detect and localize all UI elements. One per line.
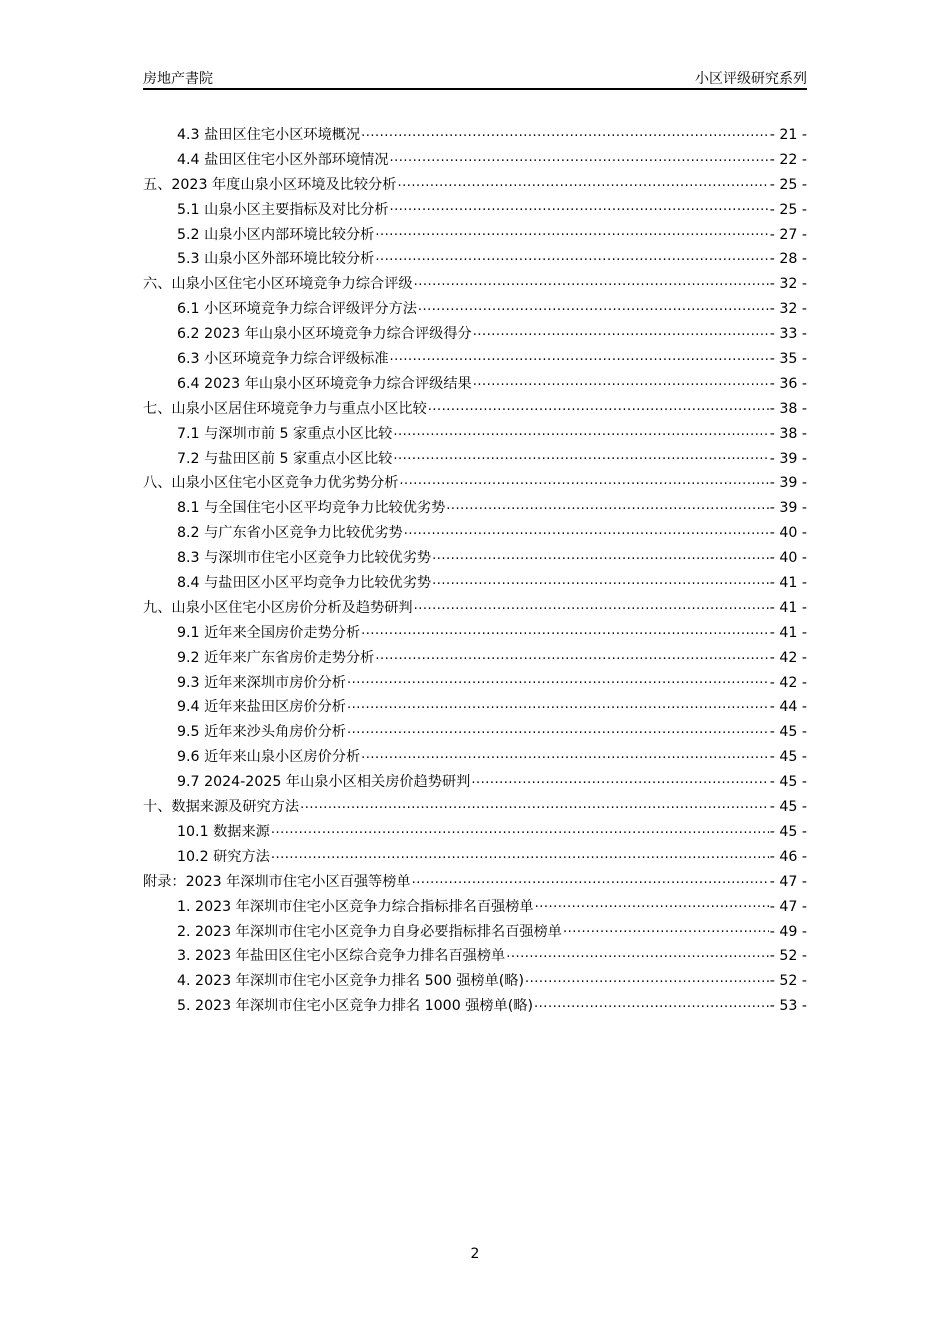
toc-entry-page: - 25 - bbox=[769, 176, 807, 193]
toc-leader-dots bbox=[525, 971, 769, 985]
toc-leader-dots bbox=[399, 473, 768, 487]
toc-entry[interactable] bbox=[143, 771, 807, 796]
toc-entry[interactable] bbox=[143, 124, 807, 149]
toc-entry-page: - 39 - bbox=[769, 450, 807, 467]
toc-entry[interactable] bbox=[143, 423, 807, 448]
toc-entry-title: 6.2 2023 年山泉小区环境竞争力综合评级得分 bbox=[177, 326, 472, 343]
toc-entry-title: 8.2 与广东省小区竞争力比较优劣势 bbox=[177, 525, 403, 542]
toc-leader-dots bbox=[347, 697, 769, 711]
toc-entry-page: - 45 - bbox=[769, 799, 807, 816]
toc-entry-page: - 38 - bbox=[769, 425, 807, 442]
toc-entry-page: - 41 - bbox=[769, 599, 807, 616]
toc-entry-page: - 33 - bbox=[769, 326, 807, 343]
toc-leader-dots bbox=[300, 797, 769, 811]
toc-entry-title: 9.7 2024-2025 年山泉小区相关房价趋势研判 bbox=[177, 774, 471, 791]
toc-entry[interactable] bbox=[143, 497, 807, 522]
toc-entry-title: 2. 2023 年深圳市住宅小区竞争力自身必要指标排名百强榜单 bbox=[177, 923, 562, 940]
toc-leader-dots bbox=[428, 399, 769, 413]
toc-entry-title: 9.5 近年来沙头角房价分析 bbox=[177, 724, 346, 741]
toc-entry-title: 9.4 近年来盐田区房价分析 bbox=[177, 699, 346, 716]
toc-entry-title: 9.6 近年来山泉小区房价分析 bbox=[177, 749, 361, 766]
toc-entry[interactable] bbox=[143, 871, 807, 896]
toc-entry-title: 7.1 与深圳市前 5 家重点小区比较 bbox=[177, 425, 393, 442]
toc-entry[interactable] bbox=[143, 721, 807, 746]
toc-leader-dots bbox=[404, 523, 769, 537]
toc-leader-dots bbox=[361, 125, 769, 139]
toc-entry-page: - 40 - bbox=[769, 525, 807, 542]
toc-leader-dots bbox=[271, 822, 769, 836]
toc-entry-page: - 46 - bbox=[769, 848, 807, 865]
toc-leader-dots bbox=[361, 747, 769, 761]
toc-entry-page: - 28 - bbox=[769, 251, 807, 268]
toc-entry[interactable] bbox=[143, 199, 807, 224]
toc-entry-page: - 39 - bbox=[769, 500, 807, 517]
toc-entry[interactable] bbox=[143, 945, 807, 970]
toc-entry-title: 6.4 2023 年山泉小区环境竞争力综合评级结果 bbox=[177, 375, 472, 392]
toc-entry[interactable] bbox=[143, 995, 807, 1020]
toc-entry-page: - 39 - bbox=[769, 475, 807, 492]
toc-entry[interactable] bbox=[143, 323, 807, 348]
toc-entry[interactable] bbox=[143, 398, 807, 423]
toc-leader-dots bbox=[397, 175, 768, 189]
toc-entry-page: - 45 - bbox=[769, 724, 807, 741]
toc-entry-page: - 38 - bbox=[769, 400, 807, 417]
toc-leader-dots bbox=[375, 249, 768, 263]
toc-entry-page: - 40 - bbox=[769, 550, 807, 567]
toc-leader-dots bbox=[534, 996, 769, 1010]
toc-leader-dots bbox=[375, 224, 768, 238]
toc-entry-title: 7.2 与盐田区前 5 家重点小区比较 bbox=[177, 450, 393, 467]
toc-leader-dots bbox=[347, 672, 769, 686]
toc-entry-title: 4.3 盐田区住宅小区环境概况 bbox=[177, 127, 361, 143]
toc-entry-title: 五、2023 年度山泉小区环境及比较分析 bbox=[143, 176, 397, 193]
toc-entry[interactable] bbox=[143, 896, 807, 921]
toc-entry-title: 8.1 与全国住宅小区平均竞争力比较优劣势 bbox=[177, 500, 446, 517]
toc-leader-dots bbox=[432, 548, 769, 562]
toc-entry-page: - 41 - bbox=[769, 624, 807, 641]
toc-entry-page: - 44 - bbox=[769, 699, 807, 716]
toc-entry-title: 1. 2023 年深圳市住宅小区竞争力综合指标排名百强榜单 bbox=[177, 898, 534, 915]
toc-entry-page: - 27 - bbox=[769, 226, 807, 243]
toc-entry[interactable] bbox=[143, 373, 807, 398]
toc-entry[interactable] bbox=[143, 522, 807, 547]
toc-entry[interactable] bbox=[143, 970, 807, 995]
toc-entry-title: 六、山泉小区住宅小区环境竞争力综合评级 bbox=[143, 276, 413, 293]
toc-entry-title: 九、山泉小区住宅小区房价分析及趋势研判 bbox=[143, 599, 413, 616]
toc-entry-title: 3. 2023 年盐田区住宅小区综合竞争力排名百强榜单 bbox=[177, 948, 506, 965]
toc-leader-dots bbox=[271, 847, 769, 861]
toc-leader-dots bbox=[390, 349, 769, 363]
table-of-contents bbox=[143, 124, 807, 1020]
toc-entry-title: 4.4 盐田区住宅小区外部环境情况 bbox=[177, 151, 389, 168]
toc-leader-dots bbox=[347, 722, 769, 736]
toc-entry[interactable] bbox=[143, 298, 807, 323]
toc-entry-page: - 22 - bbox=[769, 151, 807, 168]
toc-entry-title: 10.1 数据来源 bbox=[177, 823, 270, 840]
toc-leader-dots bbox=[506, 946, 768, 960]
toc-leader-dots bbox=[393, 424, 768, 438]
toc-entry-title: 5.1 山泉小区主要指标及对比分析 bbox=[177, 201, 389, 218]
toc-entry[interactable] bbox=[143, 273, 807, 298]
toc-entry[interactable] bbox=[143, 672, 807, 697]
toc-leader-dots bbox=[414, 274, 769, 288]
toc-entry-title: 5. 2023 年深圳市住宅小区竞争力排名 1000 强榜单(略) bbox=[177, 998, 534, 1015]
toc-entry[interactable] bbox=[143, 149, 807, 174]
toc-leader-dots bbox=[432, 573, 769, 587]
toc-entry-page: - 45 - bbox=[769, 749, 807, 766]
toc-leader-dots bbox=[361, 623, 769, 637]
toc-entry-title: 9.3 近年来深圳市房价分析 bbox=[177, 674, 346, 691]
toc-entry-title: 5.3 山泉小区外部环境比较分析 bbox=[177, 251, 375, 268]
toc-entry-title: 6.3 小区环境竞争力综合评级标准 bbox=[177, 351, 389, 368]
toc-entry-page: - 36 - bbox=[769, 375, 807, 392]
toc-entry-page: - 45 - bbox=[769, 774, 807, 791]
toc-entry[interactable] bbox=[143, 224, 807, 249]
toc-entry[interactable] bbox=[143, 547, 807, 572]
page-number: 2 bbox=[470, 1246, 480, 1262]
toc-entry-page: - 49 - bbox=[769, 923, 807, 940]
toc-entry-page: - 47 - bbox=[769, 898, 807, 915]
page-header bbox=[143, 66, 807, 90]
toc-entry[interactable] bbox=[143, 696, 807, 721]
toc-entry-page: - 42 - bbox=[769, 649, 807, 666]
toc-leader-dots bbox=[473, 374, 769, 388]
toc-entry[interactable] bbox=[143, 472, 807, 497]
toc-leader-dots bbox=[563, 921, 769, 935]
toc-entry[interactable] bbox=[143, 796, 807, 821]
toc-entry[interactable] bbox=[143, 348, 807, 373]
toc-leader-dots bbox=[471, 772, 768, 786]
toc-entry[interactable] bbox=[143, 846, 807, 871]
toc-entry-page: - 21 - bbox=[769, 127, 807, 143]
toc-entry-page: - 47 - bbox=[769, 873, 807, 890]
toc-entry-page: - 52 - bbox=[769, 948, 807, 965]
toc-leader-dots bbox=[390, 199, 769, 213]
toc-entry[interactable] bbox=[143, 597, 807, 622]
toc-entry[interactable] bbox=[143, 921, 807, 946]
toc-leader-dots bbox=[390, 150, 769, 164]
toc-leader-dots bbox=[393, 448, 768, 462]
toc-entry-page: - 32 - bbox=[769, 276, 807, 293]
toc-entry-title: 9.1 近年来全国房价走势分析 bbox=[177, 624, 361, 641]
toc-entry-title: 5.2 山泉小区内部环境比较分析 bbox=[177, 226, 375, 243]
toc-entry-title: 8.3 与深圳市住宅小区竞争力比较优劣势 bbox=[177, 550, 432, 567]
toc-entry-page: - 52 - bbox=[769, 973, 807, 990]
toc-entry-title: 附录：2023 年深圳市住宅小区百强等榜单 bbox=[143, 873, 411, 890]
toc-entry-title: 十、数据来源及研究方法 bbox=[143, 799, 300, 816]
toc-entry-page: - 41 - bbox=[769, 575, 807, 592]
toc-entry-title: 10.2 研究方法 bbox=[177, 848, 270, 865]
toc-entry-title: 八、山泉小区住宅小区竞争力优劣势分析 bbox=[143, 475, 399, 492]
toc-entry[interactable] bbox=[143, 622, 807, 647]
toc-leader-dots bbox=[535, 896, 769, 910]
toc-entry-page: - 32 - bbox=[769, 301, 807, 318]
toc-entry[interactable] bbox=[143, 746, 807, 771]
toc-leader-dots bbox=[412, 872, 769, 886]
toc-entry[interactable] bbox=[143, 248, 807, 273]
toc-entry[interactable] bbox=[143, 821, 807, 846]
toc-leader-dots bbox=[414, 598, 769, 612]
toc-entry[interactable] bbox=[143, 647, 807, 672]
toc-entry-title: 4. 2023 年深圳市住宅小区竞争力排名 500 强榜单(略) bbox=[177, 973, 525, 990]
toc-entry-page: - 25 - bbox=[769, 201, 807, 218]
toc-entry[interactable] bbox=[143, 448, 807, 473]
toc-entry-title: 9.2 近年来广东省房价走势分析 bbox=[177, 649, 375, 666]
toc-entry-title: 8.4 与盐田区小区平均竞争力比较优劣势 bbox=[177, 575, 432, 592]
toc-entry-page: - 53 - bbox=[769, 998, 807, 1015]
header-right-title: 小区评级研究系列 bbox=[695, 71, 807, 87]
toc-leader-dots bbox=[375, 648, 768, 662]
toc-entry-page: - 42 - bbox=[769, 674, 807, 691]
header-left-title: 房地产書院 bbox=[143, 71, 213, 87]
toc-entry-title: 七、山泉小区居住环境竞争力与重点小区比较 bbox=[143, 400, 427, 417]
toc-leader-dots bbox=[418, 299, 769, 313]
toc-entry[interactable] bbox=[143, 572, 807, 597]
toc-entry-title: 6.1 小区环境竞争力综合评级评分方法 bbox=[177, 301, 417, 318]
toc-leader-dots bbox=[473, 324, 769, 338]
toc-entry-page: - 45 - bbox=[769, 823, 807, 840]
toc-entry-page: - 35 - bbox=[769, 351, 807, 368]
toc-leader-dots bbox=[446, 498, 768, 512]
toc-entry[interactable] bbox=[143, 174, 807, 199]
